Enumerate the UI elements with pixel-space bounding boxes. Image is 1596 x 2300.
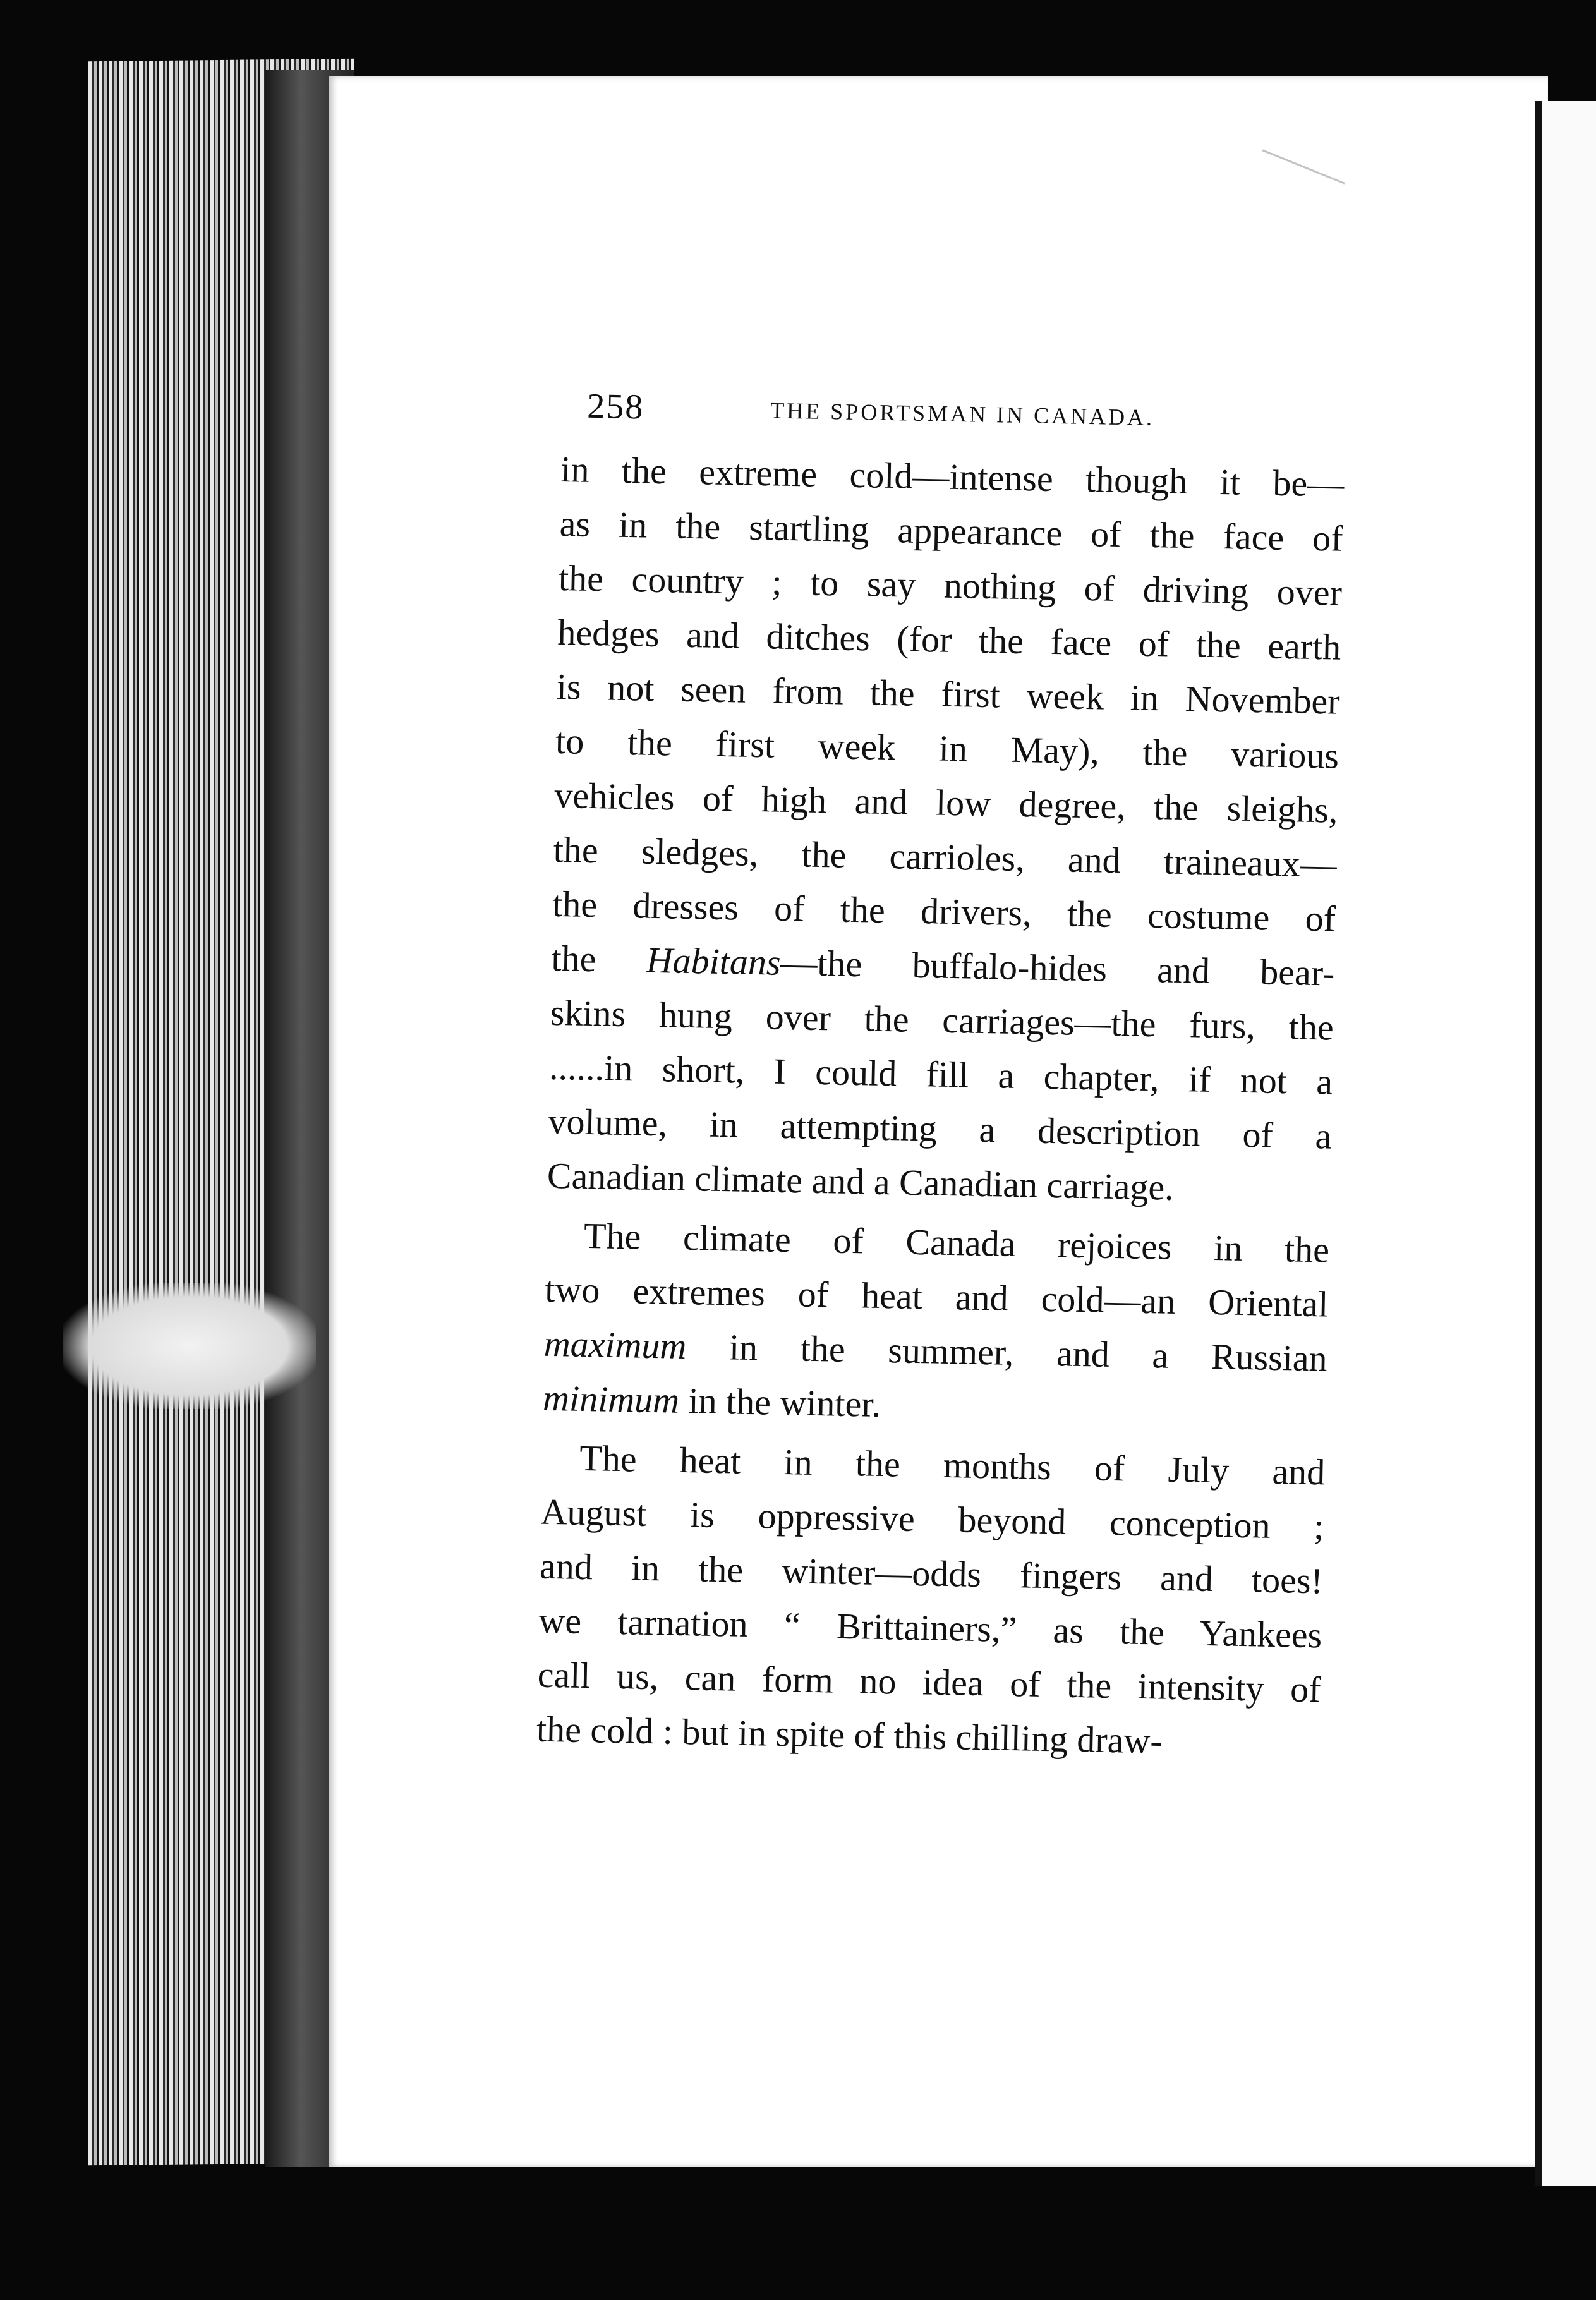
text-line: and in the winter—odds fingers and toes! <box>539 1545 1324 1602</box>
text-line: call us, can form no idea of the intensity of <box>537 1654 1322 1710</box>
text-line: is not seen from the first week in November <box>556 665 1341 722</box>
text-line: in the extreme cold—intense though it be— <box>560 448 1345 505</box>
text-line: Canadian climate and a Canadian carriage. <box>547 1154 1175 1208</box>
text-line: ......in short, I could fill a chapter, if not a <box>548 1046 1333 1103</box>
text-line: the dresses of the drivers, the costume of <box>552 883 1336 940</box>
paragraph-1 <box>547 442 1345 1218</box>
text-line: skins hung over the carriages—the furs, the <box>550 991 1334 1048</box>
text-line: August is oppressive beyond conception ; <box>540 1491 1325 1547</box>
text-line: minimum in the winter. <box>542 1377 881 1425</box>
page-number: 258 <box>586 386 644 427</box>
corner-fold-mark <box>1245 149 1345 225</box>
paragraph-2 <box>542 1208 1329 1441</box>
text-block <box>536 385 1345 1771</box>
text-line: as in the startling appearance of the face of <box>559 502 1344 559</box>
text-line: the sledges, the carrioles, and traineaux— <box>553 828 1338 885</box>
text-line: two extremes of heat and cold—an Oriental <box>544 1268 1329 1325</box>
text-line: to the first week in May), the various <box>555 720 1339 777</box>
paragraph-3 <box>536 1431 1326 1772</box>
text-line: The heat in the months of July and <box>579 1437 1326 1493</box>
text-line: volume, in attempting a description of a <box>548 1100 1333 1157</box>
text-line: we tarnation “ Brittainers,” as the Yankees <box>538 1599 1322 1656</box>
facing-page-edge <box>1535 101 1596 2186</box>
text-line: The climate of Canada rejoices in the <box>583 1214 1330 1271</box>
text-line: the country ; to say nothing of driving over <box>558 557 1343 614</box>
running-head: THE SPORTSMAN IN CANADA. <box>770 397 1155 430</box>
text-line: hedges and ditches (for the face of the earth <box>557 611 1341 668</box>
text-line: the Habitans—the buffalo-hides and bear- <box>550 937 1335 994</box>
paper-damage-blotch <box>63 1283 316 1409</box>
text-line: the cold : but in spite of this chilling draw- <box>536 1708 1163 1762</box>
text-line: maximum in the summer, and a Russian <box>543 1322 1328 1379</box>
text-line: vehicles of high and low degree, the sleighs, <box>553 774 1338 831</box>
